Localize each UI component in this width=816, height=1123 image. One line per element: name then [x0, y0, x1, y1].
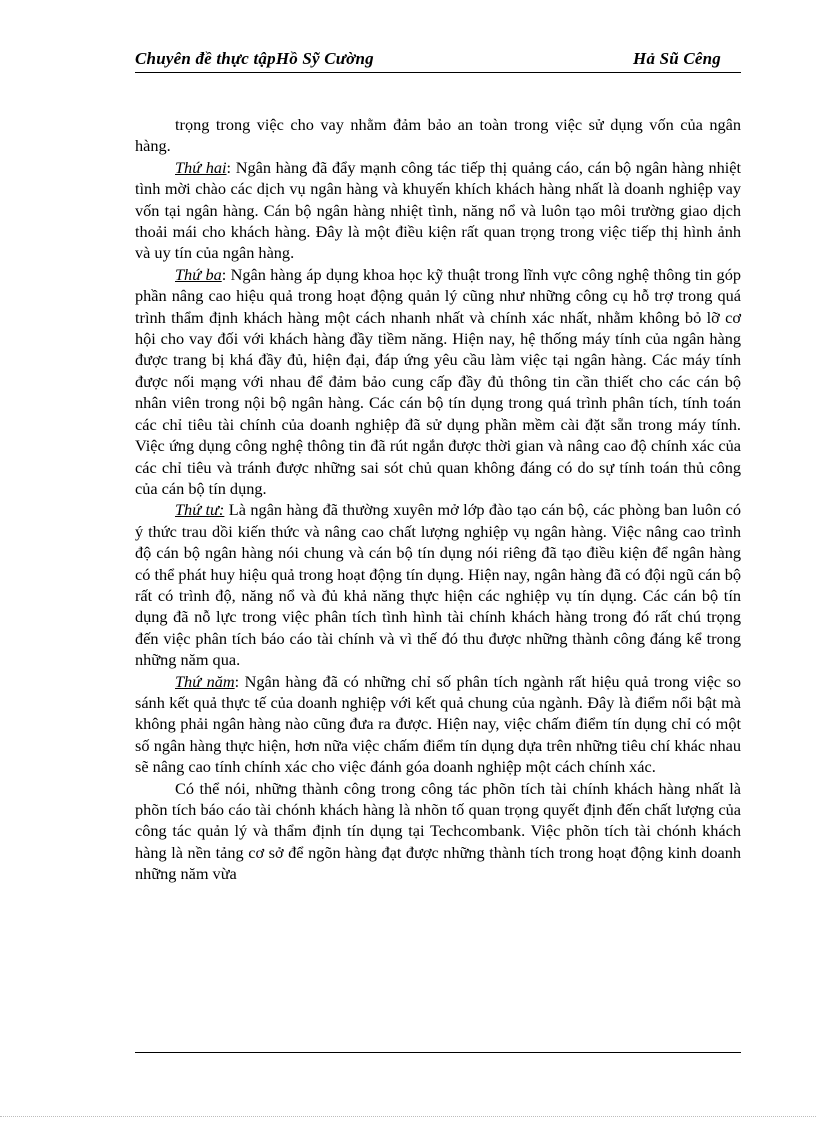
- paragraph-thu-ba: [135, 264, 741, 499]
- page-bottom-border: [0, 1116, 816, 1117]
- paragraph-thu-tu: [135, 499, 741, 670]
- paragraph-lead: Thứ ba: [175, 264, 222, 284]
- page-header: [135, 48, 741, 73]
- body-text: [135, 114, 741, 885]
- paragraph-conclusion: [135, 778, 741, 885]
- header-left-title: Chuyên đề thực tậpHồ Sỹ Cường: [135, 49, 374, 68]
- paragraph-text: : Ngân hàng áp dụng khoa học kỹ thuật trong lĩnh vực công nghệ thông tin góp phần nâng cao hiệu quả trong hoạt động quản lý cũng như những công cụ hỗ trợ trong quá trình thẩm định khách hàng một cách nhanh nhất và chính xác nhất, nhằm không bỏ lỡ cơ hội cho vay đối với khách hàng đầy tiềm năng. Hiện nay, hệ thống máy tính của ngân hàng được trang bị khá đầy đủ, hiện đại, đáp ứng yêu cầu làm việc tại ngân hàng. Các máy tính được nối mạng với nhau để đảm bảo cung cấp đầy đủ thông tin cần thiết cho các cán bộ nhân viên trong nội bộ ngân hàng. Các cán bộ tín dụng trong quá trình phân tích, tính toán các chỉ tiêu tài chính của doanh nghiệp đã sử dụng phần mềm cài đặt sẵn trong máy tính. Việc ứng dụng công nghệ thông tin đã rút ngắn được thời gian và nâng cao độ chính xác của các chỉ tiêu và tránh được những sai sót chủ quan không đáng có do sự tính toán thủ công của cán bộ tín dụng.: [135, 264, 741, 498]
- paragraph-lead: Thứ hai: [175, 157, 227, 177]
- paragraph-lead: Thứ tư:: [175, 500, 225, 520]
- footer-divider: [135, 1052, 741, 1053]
- header-right-author: Hả Sũ Cêng: [633, 49, 721, 68]
- paragraph-text: Là ngân hàng đã thường xuyên mở lớp đào tạo cán bộ, các phòng ban luôn có ý thức trau dồi kiến thức và nâng cao chất lượng nghiệp vụ ngân hàng. Việc nâng cao trình độ cán bộ ngân hàng nói chung và cán bộ tín dụng nói riêng đã tạo điều kiện để ngân hàng có thể phát huy hiệu quả trong hoạt động tín dụng. Hiện nay, ngân hàng đã có đội ngũ cán bộ rất có trình độ, năng nổ và đủ khả năng thực hiện các nghiệp vụ tín dụng. Các cán bộ tín dụng đã nỗ lực trong việc phân tích tình hình tài chính khách hàng trong đó rất chú trọng đến việc phân tích báo cáo tài chính và vì thế đó thu được những thành công đáng kể trong những năm qua.: [135, 500, 741, 670]
- paragraph-text: : Ngân hàng đã có những chỉ số phân tích ngành rất hiệu quả trong việc so sánh kết quả thực tế của doanh nghiệp với kết quả chung của ngành. Đây là điểm nổi bật mà không phải ngân hàng nào cũng đưa ra được. Hiện nay, việc chấm điểm tín dụng chỉ có một số ngân hàng thực hiện, hơn nữa việc chấm điểm tín dụng dựa trên những tiêu chí khác nhau sẽ nâng cao tính chính xác cho việc đánh góa doanh nghiệp một cách chính xác.: [135, 671, 742, 777]
- paragraph-intro-continuation: [135, 114, 741, 157]
- paragraph-text: Có thể nói, những thành công trong công tác phõn tích tài chính khách hàng nhất là phõn tích báo cáo tài chónh khách hàng là nhõn tố quan trọng quyết định đến chất lượng của công tác quản lý và thẩm định tín dụng tại Techcombank. Việc phõn tích tài chónh khách hàng là nền tảng cơ sở để ngõn hàng đạt được những thành tích trong hoạt động kinh doanh những năm vừa: [135, 778, 741, 884]
- paragraph-lead: Thứ năm: [175, 671, 235, 691]
- paragraph-thu-nam: [135, 671, 741, 778]
- paragraph-text: : Ngân hàng đã đẩy mạnh công tác tiếp thị quảng cáo, cán bộ ngân hàng nhiệt tình mời chào các dịch vụ ngân hàng và khuyến khích khách hàng nhất là doanh nghiệp vay vốn tại ngân hàng. Cán bộ ngân hàng nhiệt tình, năng nổ và luôn tạo môi trường giao dịch thoải mái cho khách hàng. Đây là một điều kiện rất quan trọng trong việc tiếp thị hình ảnh và uy tín của ngân hàng.: [135, 157, 742, 263]
- paragraph-thu-hai: [135, 157, 741, 264]
- paragraph-text: trọng trong việc cho vay nhằm đảm bảo an toàn trong việc sử dụng vốn của ngân hàng.: [135, 115, 741, 156]
